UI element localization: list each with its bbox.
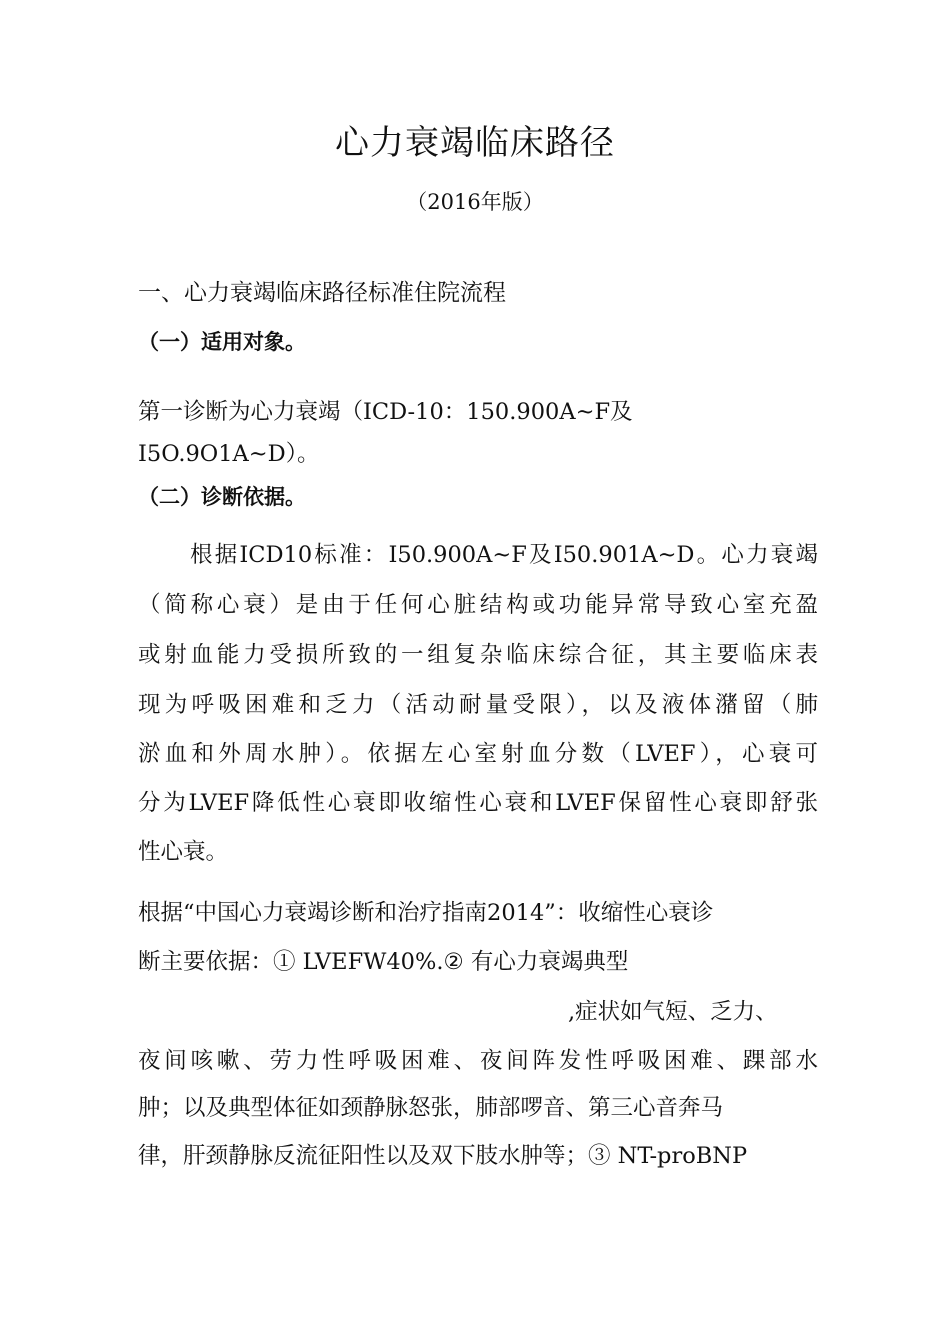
text-line: 现为呼吸困难和乏力（活动耐量受限），以及液体潴留（肺 xyxy=(138,692,818,718)
text-line: 或射血能力受损所致的一组复杂临床综合征，其主要临床表 xyxy=(138,642,818,668)
text-line: 根据ICD10标准：I50.900A~F及I50.901A~D。心力衰竭 xyxy=(190,542,818,568)
text-line: I5O.9O1A~D）。 xyxy=(138,441,320,467)
text-line: 律，肝颈静脉反流征阳性以及双下肢水肿等；③ NT-proBNP xyxy=(138,1143,748,1169)
text-line: 根据“中国心力衰竭诊断和治疗指南2014”：收缩性心衰诊 xyxy=(138,900,714,926)
text-line: 分为LVEF降低性心衰即收缩性心衰和LVEF保留性心衰即舒张 xyxy=(138,790,818,816)
text-line: 第一诊断为心力衰竭（ICD-10：150.900A~F及 xyxy=(138,399,633,425)
text-line: 淤血和外周水肿）。依据左心室射血分数（LVEF），心衰可 xyxy=(138,741,818,767)
subsection-heading-diagnosis-basis: （二）诊断依据。 xyxy=(138,485,306,509)
text-line: 断主要依据：① LVEFW40%.② 有心力衰竭典型 xyxy=(138,949,629,975)
text-line: （简称心衰）是由于任何心脏结构或功能异常导致心室充盈 xyxy=(138,592,818,618)
page-title: 心力衰竭临床路径 xyxy=(335,123,615,163)
text-line: 肿；以及典型体征如颈静脉怒张，肺部啰音、第三心音奔马 xyxy=(138,1095,724,1121)
text-line: 夜间咳嗽、劳力性呼吸困难、夜间阵发性呼吸困难、踝部水 xyxy=(138,1048,818,1074)
text-line: ,症状如气短、乏力、 xyxy=(568,999,778,1025)
edition-subtitle: （2016年版） xyxy=(406,190,544,214)
text-line: 性心衰。 xyxy=(138,839,229,865)
section-heading-1: 一、心力衰竭临床路径标准住院流程 xyxy=(138,280,506,306)
subsection-heading-applicable-subjects: （一）适用对象。 xyxy=(138,330,306,354)
